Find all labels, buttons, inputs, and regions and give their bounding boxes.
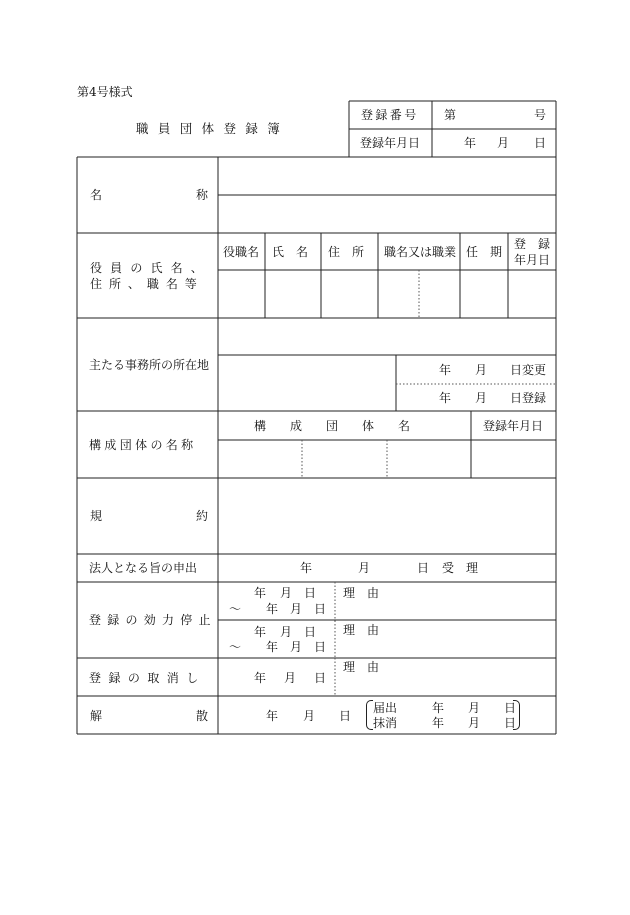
dissolve-label-2: 散 (196, 709, 209, 723)
reg-date-label: 登録年月日 (360, 136, 421, 150)
officer-col-reg-1: 登 録 (514, 237, 551, 251)
name-label-1: 名 (90, 188, 103, 202)
corp-label: 法人となる旨の申出 (89, 561, 198, 575)
revoked-year: 年 (432, 716, 445, 730)
officer-col-title: 役職名 (223, 245, 260, 259)
officers-label-1: 役員の氏名、 (90, 261, 211, 275)
dissolve-day: 日 (339, 709, 352, 723)
name-label-2: 称 (196, 188, 209, 202)
susp2-tilde: ～ (229, 640, 242, 654)
reg-date-year: 年 (464, 136, 477, 150)
left-bracket (366, 700, 373, 730)
susp2-to-day: 日 (314, 640, 327, 654)
susp2-to-month: 月 (290, 640, 303, 654)
revoked-label: 抹消 (373, 716, 398, 730)
member-label: 構成団体の名称 (89, 438, 197, 452)
corp-month: 月 (358, 561, 371, 575)
dissolve-month: 月 (303, 709, 316, 723)
dissolve-year: 年 (266, 709, 279, 723)
corp-day: 日 (417, 561, 430, 575)
susp1-to-day: 日 (314, 602, 327, 616)
susp2-from-day: 日 (304, 625, 317, 639)
filed-month: 月 (468, 701, 481, 715)
rules-label-1: 規 (90, 509, 103, 523)
office-changed: 日変更 (510, 363, 547, 377)
cancel-day: 日 (314, 671, 327, 685)
reg-date-month: 月 (497, 136, 510, 150)
filed-label: 届出 (373, 701, 398, 715)
susp2-reason: 理 由 (343, 623, 380, 637)
cancel-month: 月 (284, 671, 297, 685)
office-chg-year: 年 (439, 363, 452, 377)
revoked-month: 月 (468, 716, 481, 730)
reg-no-prefix: 第 (444, 108, 457, 122)
susp1-to-month: 月 (290, 602, 303, 616)
reg-date-day: 日 (534, 136, 547, 150)
filed-year: 年 (432, 701, 445, 715)
rules-label-2: 約 (196, 509, 209, 523)
susp2-from-month: 月 (280, 625, 293, 639)
office-reg-month: 月 (475, 391, 488, 405)
officer-col-reg-2: 年月日 (514, 253, 551, 267)
susp2-to-year: 年 (266, 640, 279, 654)
officer-col-name: 氏 名 (272, 245, 309, 259)
reg-no-suffix: 号 (534, 108, 547, 122)
office-chg-month: 月 (475, 363, 488, 377)
susp1-reason: 理 由 (343, 586, 380, 600)
filed-day: 日 (504, 701, 517, 715)
office-label: 主たる事務所の所在地 (89, 358, 210, 372)
officer-col-address: 住 所 (328, 245, 365, 259)
susp1-from-year: 年 (254, 586, 267, 600)
corp-year: 年 (300, 561, 313, 575)
page-title: 職員団体登録簿 (136, 121, 290, 136)
officer-col-term: 任 期 (466, 245, 503, 259)
officers-label-2: 住所、職名等 (90, 277, 204, 291)
revoked-day: 日 (504, 716, 517, 730)
susp2-from-year: 年 (254, 625, 267, 639)
suspend-label: 登録の効力停止 (89, 613, 217, 627)
susp1-to-year: 年 (266, 602, 279, 616)
susp1-from-day: 日 (304, 586, 317, 600)
corp-received: 受 理 (442, 561, 479, 575)
dissolve-label-1: 解 (90, 709, 103, 723)
form-number: 第4号様式 (77, 85, 133, 99)
member-col-date: 登録年月日 (483, 419, 544, 433)
reg-no-label: 登録番号 (361, 108, 419, 122)
susp1-from-month: 月 (280, 586, 293, 600)
office-registered: 日登録 (510, 391, 547, 405)
officer-col-job: 職名又は職業 (384, 245, 457, 259)
member-col-name: 構 成 団 体 名 (254, 419, 417, 433)
office-reg-year: 年 (439, 391, 452, 405)
cancel-reason: 理 由 (343, 660, 380, 674)
cancel-year: 年 (254, 671, 267, 685)
susp1-tilde: ～ (229, 602, 242, 616)
cancel-label: 登録の取消し (89, 671, 206, 685)
